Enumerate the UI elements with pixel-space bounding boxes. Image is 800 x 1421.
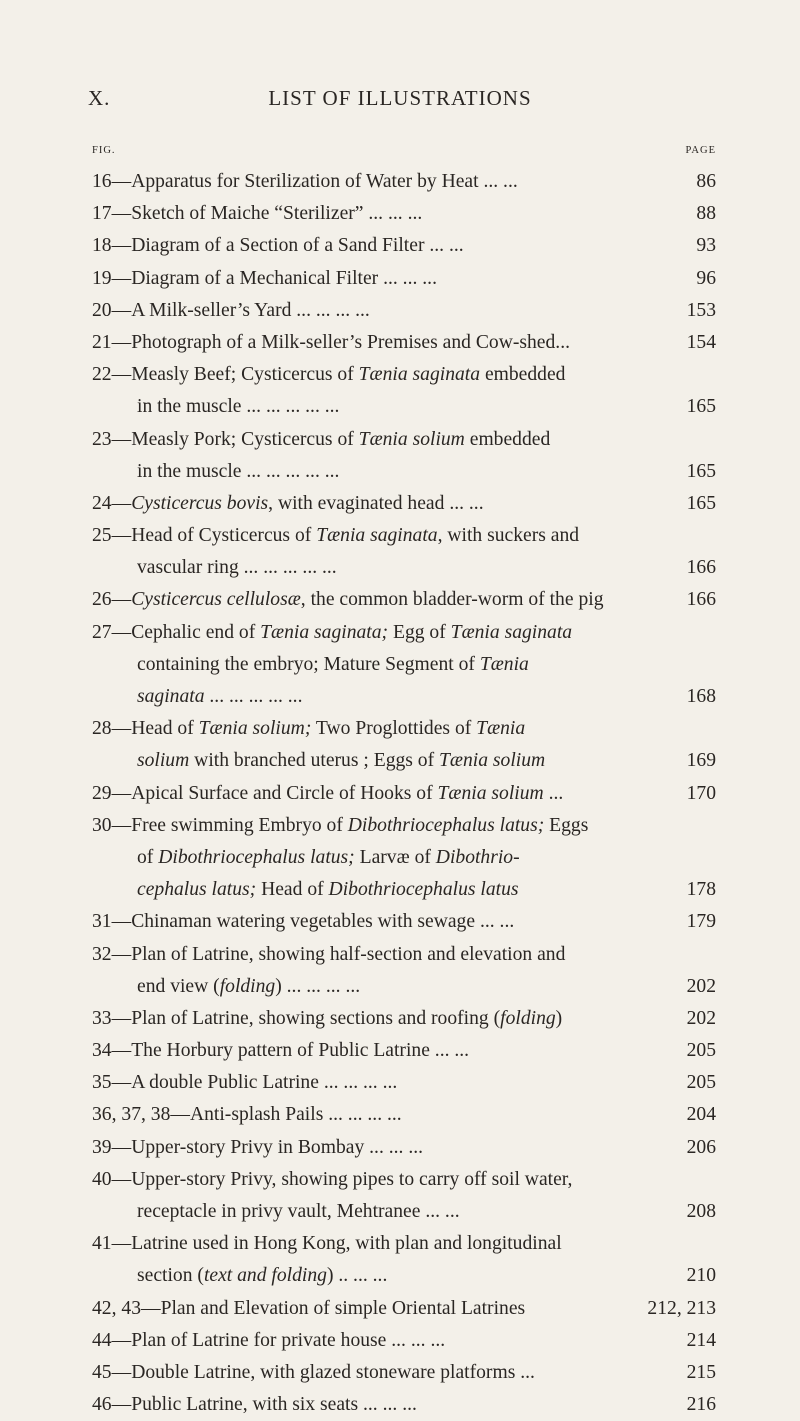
illustration-list xyxy=(92,166,716,1421)
page-ref: 93 xyxy=(696,235,716,257)
figure-number: 34 xyxy=(92,1040,112,1062)
column-headers xyxy=(92,145,716,159)
list-item xyxy=(92,1228,716,1260)
text-segment: —Cephalic end of xyxy=(111,621,261,643)
figure-number: 36, 37, 38 xyxy=(92,1104,171,1126)
figure-number: 16 xyxy=(92,171,112,192)
text-segment: —Photograph of a Milk-seller’s Premises and Cow-shed... xyxy=(111,331,570,353)
entry-text xyxy=(92,1233,562,1254)
page-ref: 165 xyxy=(686,396,716,418)
page-ref: 170 xyxy=(686,782,716,804)
list-item xyxy=(92,1389,716,1421)
figure-number: 25 xyxy=(92,525,112,547)
figure-number: 46 xyxy=(92,1394,112,1416)
text-segment: vascular ring ... ... ... ... ... xyxy=(137,557,337,579)
text-segment: Head of xyxy=(256,879,329,901)
page-title: LIST OF ILLUSTRATIONS xyxy=(268,86,532,110)
entry-text xyxy=(92,1330,445,1351)
entry-text xyxy=(92,879,519,900)
list-item xyxy=(92,488,716,520)
text-segment: embedded xyxy=(464,428,551,450)
entry-text xyxy=(92,203,422,224)
text-segment: —Apical Surface and Circle of Hooks of xyxy=(111,782,438,804)
text-segment: ) xyxy=(555,1007,563,1029)
page-ref: 165 xyxy=(686,492,716,514)
page-ref: 166 xyxy=(686,557,716,579)
list-item xyxy=(92,295,716,327)
text-segment: —Head of Cysticercus of xyxy=(111,525,317,547)
list-item xyxy=(92,1357,716,1389)
italic-text: Tænia xyxy=(479,653,529,675)
entry-text xyxy=(92,1169,572,1190)
figure-number: 18 xyxy=(92,235,112,257)
entry-text xyxy=(92,815,588,836)
text-segment: —Measly Pork; Cysticercus of xyxy=(111,428,359,450)
figure-number: 20 xyxy=(92,299,112,321)
figure-number: 42, 43 xyxy=(92,1297,141,1319)
page-ref: 96 xyxy=(696,267,716,289)
page-ref: 215 xyxy=(686,1361,716,1383)
list-item-continuation xyxy=(92,971,716,1003)
entry-text xyxy=(92,235,464,256)
figure-number: 31 xyxy=(92,911,112,933)
page-ref: 169 xyxy=(686,750,716,772)
text-segment: —Double Latrine, with glazed stoneware platforms ... xyxy=(111,1361,535,1383)
page-ref: 208 xyxy=(686,1201,716,1222)
list-item xyxy=(92,1003,716,1035)
text-segment: containing the embryo; Mature Segment of xyxy=(137,653,480,675)
text-segment: ... ... ... ... ... xyxy=(204,686,303,707)
italic-text: Cysticercus cellulosæ xyxy=(131,589,301,611)
fig-column-header: FIG. xyxy=(92,145,116,156)
text-segment: —Latrine used in Hong Kong, with plan and longitudinal xyxy=(111,1233,562,1255)
text-segment: , with evaginated head ... ... xyxy=(268,492,484,514)
list-item xyxy=(92,1035,716,1067)
text-segment: —Chinaman watering vegetables with sewage ... ... xyxy=(111,911,515,933)
text-segment: —Measly Beef; Cysticercus of xyxy=(111,364,359,386)
list-item-continuation xyxy=(92,552,716,584)
list-item xyxy=(92,713,716,745)
list-item xyxy=(92,166,716,198)
italic-text: Dibothriocephalus latus; xyxy=(158,846,355,868)
entry-text xyxy=(92,557,337,578)
italic-text: folding xyxy=(219,975,276,997)
page-column-header: PAGE xyxy=(685,145,716,156)
text-segment: of xyxy=(137,846,159,868)
entry-text xyxy=(92,847,520,868)
italic-text: cephalus latus; xyxy=(137,879,257,901)
italic-text: Tænia solium xyxy=(439,750,546,772)
figure-number: 21 xyxy=(92,331,112,353)
text-segment: — xyxy=(111,589,132,611)
list-item-continuation xyxy=(92,842,716,874)
italic-text: Tænia saginata xyxy=(450,621,573,643)
italic-text: Tænia solium xyxy=(437,782,544,804)
page-ref: 204 xyxy=(686,1104,716,1126)
text-segment: with branched uterus ; Eggs of xyxy=(189,750,440,772)
text-segment: —Plan of Latrine, showing sections and roofing ( xyxy=(111,1007,501,1029)
figure-number: 41 xyxy=(92,1233,112,1255)
text-segment: embedded xyxy=(480,364,566,386)
figure-number: 29 xyxy=(92,782,112,804)
text-segment: Egg of xyxy=(388,621,451,643)
entry-text xyxy=(92,1104,402,1125)
list-item-continuation xyxy=(92,391,716,423)
entry-text xyxy=(92,750,545,771)
list-item xyxy=(92,1293,716,1325)
entry-text xyxy=(92,429,550,450)
list-item xyxy=(92,939,716,971)
text-segment: ) ... ... ... ... xyxy=(275,975,361,997)
text-segment: Larvæ of xyxy=(354,846,436,868)
list-item xyxy=(92,584,716,616)
italic-text: solium xyxy=(137,750,190,772)
text-segment: Eggs xyxy=(544,814,589,836)
entry-text xyxy=(92,589,604,610)
figure-number: 44 xyxy=(92,1329,112,1351)
list-item xyxy=(92,810,716,842)
text-segment: , the common bladder-worm of the pig xyxy=(300,589,604,611)
entry-text xyxy=(92,1362,535,1383)
text-segment: in the muscle ... ... ... ... ... xyxy=(137,460,340,482)
entry-text xyxy=(92,654,529,675)
text-segment: section ( xyxy=(137,1265,204,1287)
text-segment: —Diagram of a Section of a Sand Filter ... ... xyxy=(111,235,464,257)
text-segment: —Sketch of Maiche “Sterilizer” ... ... ... xyxy=(111,203,423,225)
figure-number: 40 xyxy=(92,1168,112,1190)
list-item-continuation xyxy=(92,874,716,906)
text-segment: in the muscle ... ... ... ... ... xyxy=(137,396,340,418)
figure-number: 33 xyxy=(92,1007,112,1029)
entry-text xyxy=(92,911,514,932)
italic-text: Dibothriocephalus latus xyxy=(328,879,519,901)
italic-text: text and folding xyxy=(203,1265,327,1287)
list-item xyxy=(92,230,716,262)
entry-text xyxy=(92,396,339,417)
entry-text xyxy=(92,686,302,707)
page-ref: 202 xyxy=(686,1007,716,1029)
entry-text xyxy=(92,171,518,192)
entry-text xyxy=(92,1008,562,1029)
list-item xyxy=(92,1099,716,1131)
entry-text xyxy=(92,1394,417,1415)
text-segment: , with suckers and xyxy=(437,525,580,547)
page-ref: 154 xyxy=(686,331,716,353)
list-item-continuation xyxy=(92,456,716,488)
text-segment: —Plan of Latrine for private house ... ... ... xyxy=(111,1329,446,1351)
page-ref: 178 xyxy=(686,879,716,901)
text-segment: —Public Latrine, with six seats ... ... ... xyxy=(111,1394,417,1416)
page-ref: 86 xyxy=(696,171,716,192)
figure-number: 22 xyxy=(92,364,112,386)
italic-text: Cysticercus bovis xyxy=(131,492,269,514)
entry-text xyxy=(92,622,572,643)
page-ref: 206 xyxy=(686,1136,716,1158)
text-segment: Two Proglottides of xyxy=(311,718,477,740)
text-segment: —Diagram of a Mechanical Filter ... ... ... xyxy=(111,267,437,289)
list-item-continuation xyxy=(92,1196,716,1228)
entry-text xyxy=(92,944,565,965)
entry-text xyxy=(92,364,565,385)
entry-text xyxy=(92,1298,525,1319)
list-item xyxy=(92,906,716,938)
entry-text xyxy=(92,718,525,739)
page-ref: 205 xyxy=(686,1040,716,1062)
page-ref: 212, 213 xyxy=(647,1297,716,1319)
list-item xyxy=(92,617,716,649)
entry-text xyxy=(92,1265,387,1286)
text-segment: —Plan and Elevation of simple Oriental Latrines xyxy=(140,1297,526,1319)
text-segment: —Plan of Latrine, showing half-section and elevation and xyxy=(111,943,566,965)
text-segment: —Free swimming Embryo of xyxy=(111,814,348,836)
entry-text xyxy=(92,976,360,997)
figure-number: 32 xyxy=(92,943,112,965)
italic-text: Tænia solium; xyxy=(198,718,312,740)
figure-number: 27 xyxy=(92,621,112,643)
list-item xyxy=(92,424,716,456)
page-ref: 168 xyxy=(686,686,716,707)
figure-number: 30 xyxy=(92,814,112,836)
list-item xyxy=(92,1132,716,1164)
text-segment: ... xyxy=(543,782,564,804)
list-item xyxy=(92,520,716,552)
entry-text xyxy=(92,332,570,353)
page-ref: 214 xyxy=(686,1329,716,1351)
list-item xyxy=(92,327,716,359)
list-item xyxy=(92,359,716,391)
entry-text xyxy=(92,1137,423,1158)
text-segment: —A double Public Latrine ... ... ... ... xyxy=(111,1072,398,1094)
list-item-continuation xyxy=(92,745,716,777)
entry-text xyxy=(92,1072,397,1093)
italic-text: saginata xyxy=(137,686,205,707)
list-item xyxy=(92,1067,716,1099)
entry-text xyxy=(92,1201,460,1222)
running-head xyxy=(88,86,712,111)
page-ref: 202 xyxy=(686,975,716,997)
text-segment: —Head of xyxy=(111,718,199,740)
list-item-continuation xyxy=(92,649,716,681)
list-item-continuation xyxy=(92,681,716,713)
list-item xyxy=(92,263,716,295)
page-ref: 179 xyxy=(686,911,716,933)
figure-number: 39 xyxy=(92,1136,112,1158)
figure-number: 28 xyxy=(92,718,112,740)
figure-number: 26 xyxy=(92,589,112,611)
italic-text: Dibothrio- xyxy=(435,846,520,868)
italic-text: folding xyxy=(500,1007,556,1029)
text-segment: —Anti-splash Pails ... ... ... ... xyxy=(170,1104,402,1126)
entry-text xyxy=(92,300,370,321)
text-segment: —The Horbury pattern of Public Latrine ... ... xyxy=(111,1040,470,1062)
italic-text: Dibothriocephalus latus; xyxy=(347,814,545,836)
list-item xyxy=(92,1325,716,1357)
figure-number: 24 xyxy=(92,492,112,514)
entry-text xyxy=(92,493,484,514)
entry-text xyxy=(92,461,339,482)
entry-text xyxy=(92,783,563,804)
italic-text: Tænia saginata xyxy=(316,525,438,547)
text-segment: receptacle in privy vault, Mehtranee ... ... xyxy=(137,1201,460,1222)
page-ref: 216 xyxy=(686,1394,716,1416)
italic-text: Tænia saginata xyxy=(358,364,481,386)
entry-text xyxy=(92,268,437,289)
page-ref: 165 xyxy=(686,460,716,482)
page-ref: 166 xyxy=(686,589,716,611)
text-segment: end view ( xyxy=(137,975,220,997)
page-ref: 88 xyxy=(696,203,716,225)
figure-number: 45 xyxy=(92,1361,112,1383)
italic-text: Tænia xyxy=(476,718,526,740)
entry-text xyxy=(92,1040,469,1061)
list-item xyxy=(92,778,716,810)
figure-number: 23 xyxy=(92,428,112,450)
text-segment: —A Milk-seller’s Yard ... ... ... ... xyxy=(111,299,370,321)
figure-number: 19 xyxy=(92,267,112,289)
text-segment: — xyxy=(111,492,132,514)
page-ref: 153 xyxy=(686,299,716,321)
italic-text: Tænia solium xyxy=(358,428,465,450)
italic-text: Tænia saginata; xyxy=(260,621,389,643)
text-segment: —Upper-story Privy, showing pipes to carry off soil water, xyxy=(111,1168,573,1190)
list-item xyxy=(92,1164,716,1196)
page-ref: 210 xyxy=(686,1265,716,1287)
figure-number: 17 xyxy=(92,203,112,225)
page-ref: 205 xyxy=(686,1072,716,1094)
entry-text xyxy=(92,525,579,546)
text-segment: —Upper-story Privy in Bombay ... ... ... xyxy=(111,1136,424,1158)
list-item xyxy=(92,198,716,230)
figure-number: 35 xyxy=(92,1072,112,1094)
page-number: X. xyxy=(88,86,111,110)
list-item-continuation xyxy=(92,1260,716,1292)
text-segment: ) .. ... ... xyxy=(326,1265,388,1287)
text-segment: —Apparatus for Sterilization of Water by Heat ... ... xyxy=(111,171,518,192)
